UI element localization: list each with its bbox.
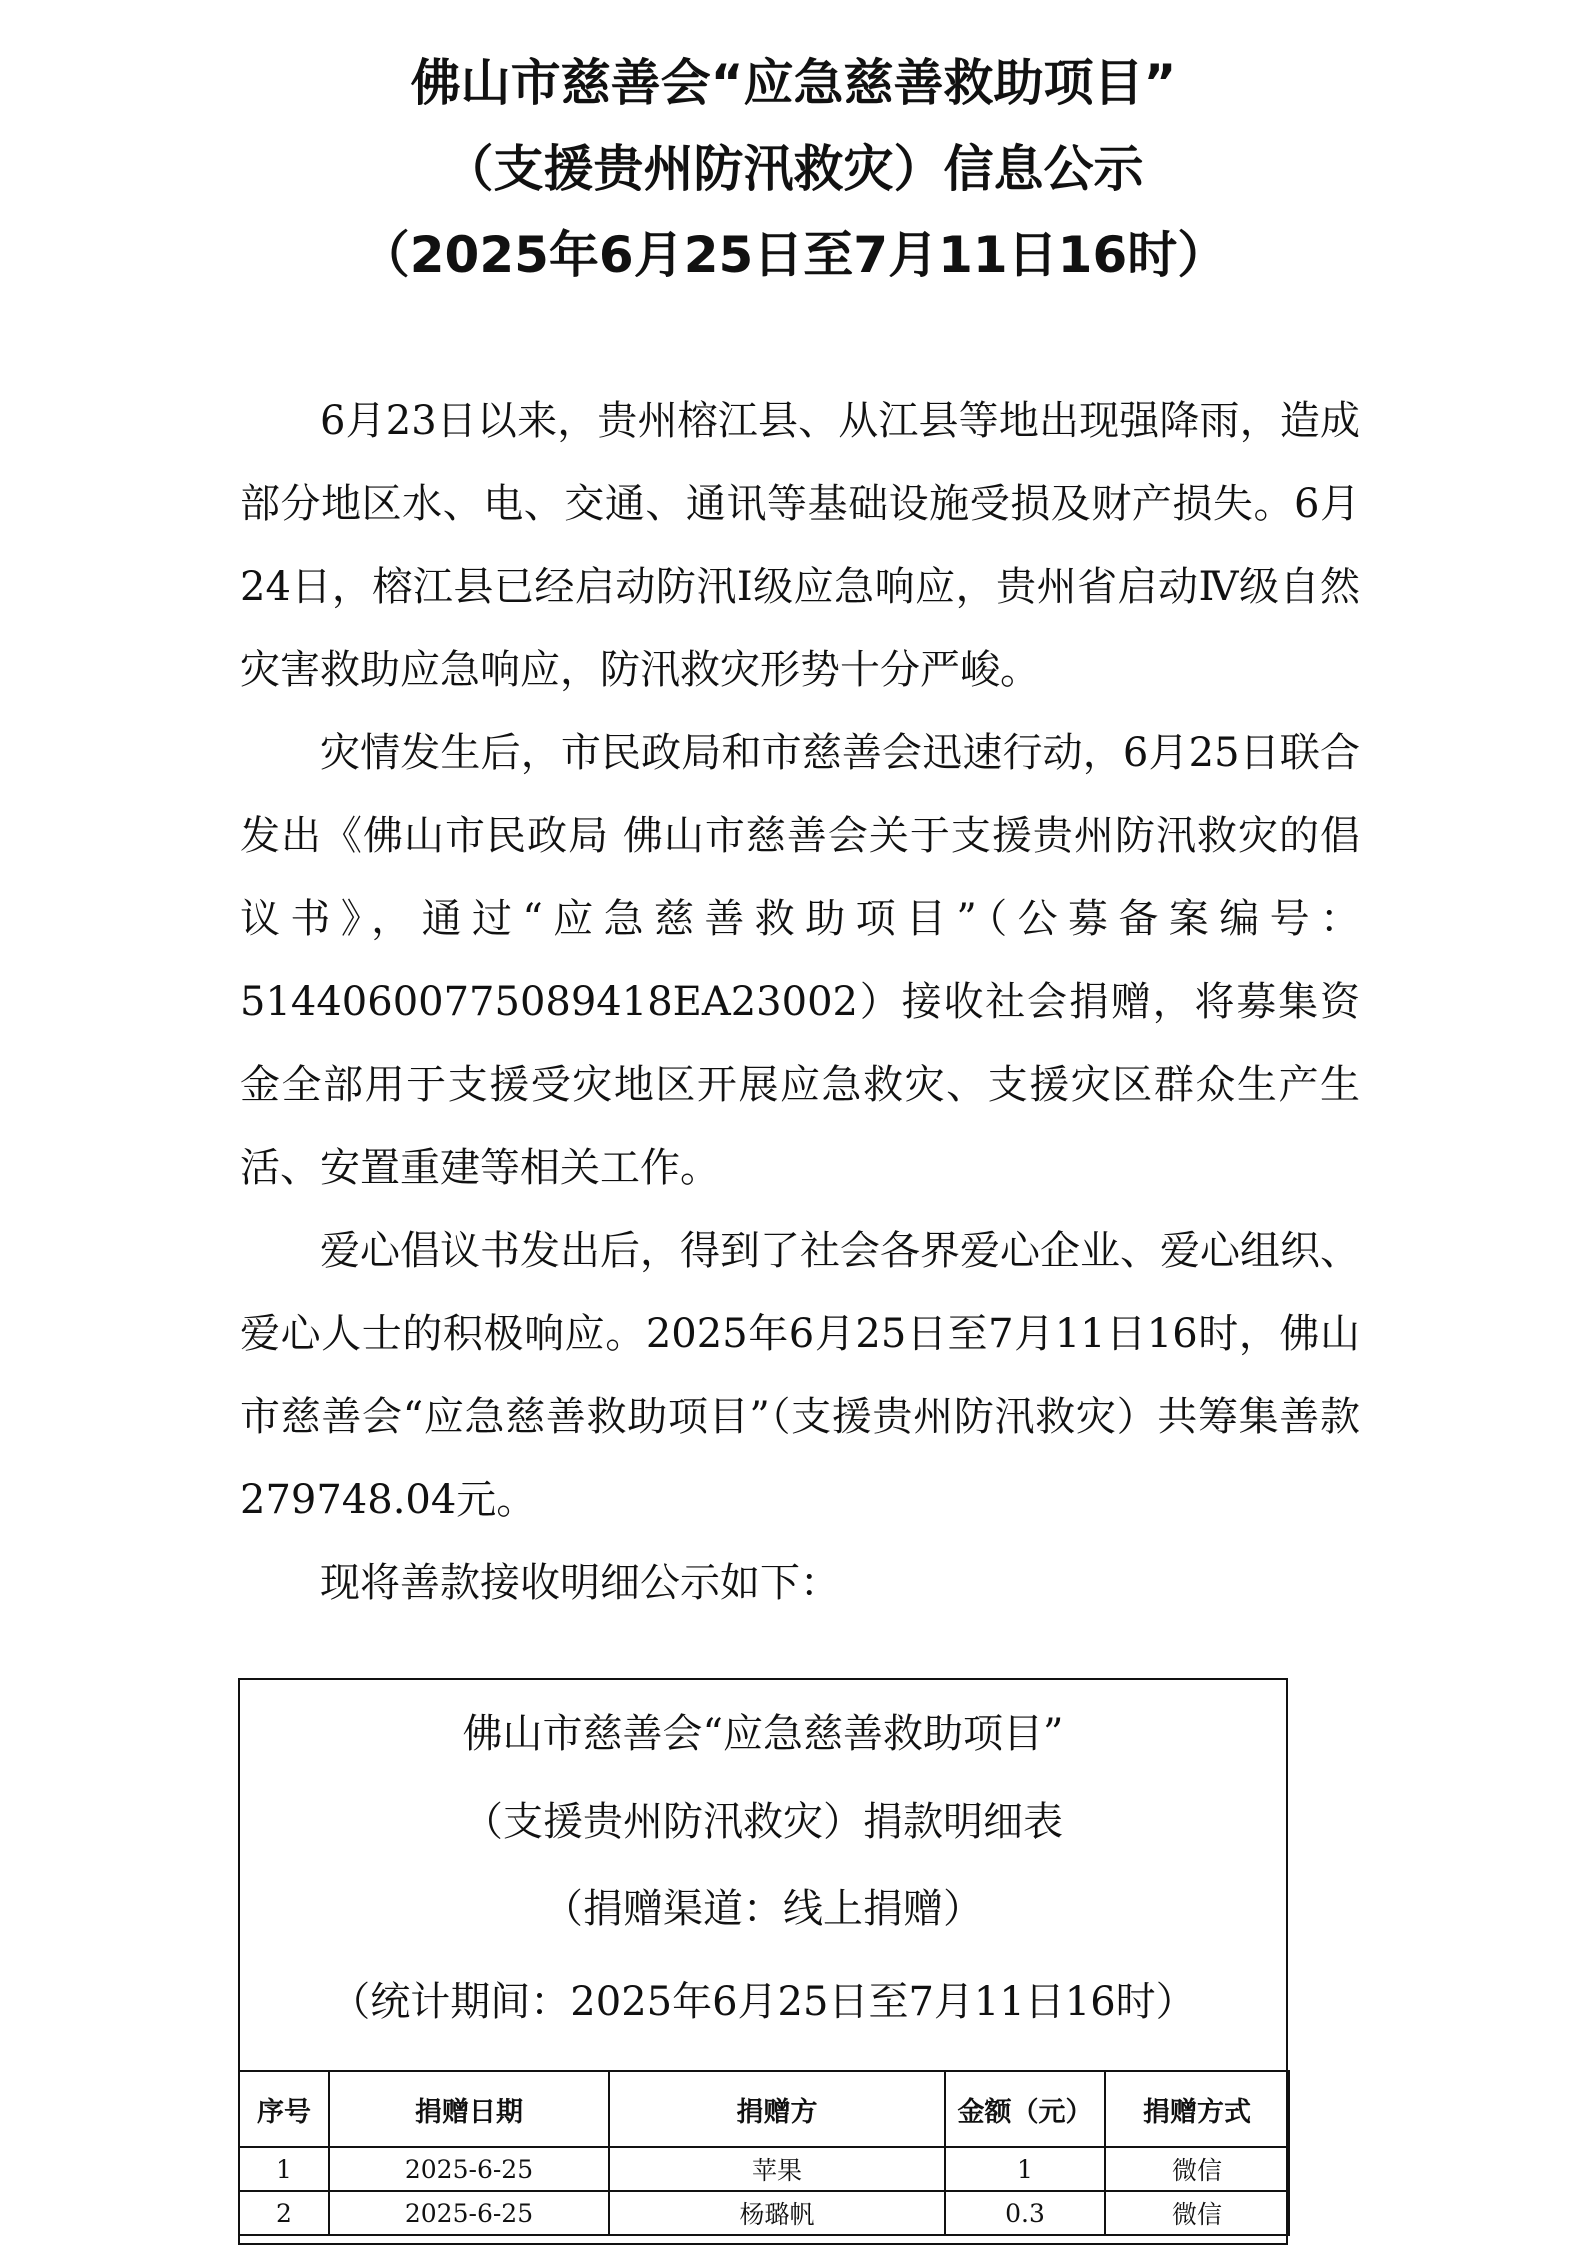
cell-index: 2 (239, 2191, 329, 2235)
cell-amount: 0.3 (945, 2191, 1105, 2235)
notice-body (240, 380, 1360, 1625)
column-header-date: 捐赠日期 (329, 2071, 609, 2147)
title-line-1: 佛山市慈善会“应急慈善救助项目” (410, 54, 1177, 112)
table-heading-line-1: 佛山市慈善会“应急慈善救助项目” (462, 1711, 1064, 1757)
donations-table (238, 2070, 1290, 2236)
cell-date: 2025-6-25 (329, 2191, 609, 2235)
cell-date: 2025-6-25 (329, 2147, 609, 2191)
table-row (239, 2147, 1289, 2191)
table-heading-line-2: （支援贵州防汛救灾）捐款明细表 (463, 1799, 1063, 1845)
paragraph-fundraising-total: 爱心倡议书发出后，得到了社会各界爱心企业、爱心组织、爱心人士的积极响应。2025年6月25日至7月11日16时，佛山市慈善会“应急慈善救助项目”（支援贵州防汛救灾）共筹集善款279748.04元。 (240, 1228, 1360, 1523)
table-heading-line-3: （捐赠渠道：线上捐赠） (543, 1886, 983, 1932)
cell-method: 微信 (1105, 2191, 1289, 2235)
cell-amount: 1 (945, 2147, 1105, 2191)
column-header-index: 序号 (239, 2071, 329, 2147)
notice-title (0, 40, 1587, 298)
cell-donor: 苹果 (609, 2147, 945, 2191)
paragraph-detail-intro: 现将善款接收明细公示如下： (320, 1560, 840, 1606)
paragraph-response-action: 灾情发生后，市民政局和市慈善会迅速行动，6月25日联合发出《佛山市民政局 佛山市慈善会关于支援贵州防汛救灾的倡议书》，通过“应急慈善救助项目”（公募备案编号：51440600775089418EA23002）接收社会捐赠，将募集资金全部用于支援受灾地区开展应急救灾、支援灾区群众生产生活、安置重建等相关工作。 (240, 730, 1360, 1191)
cell-donor: 杨璐帆 (609, 2191, 945, 2235)
cell-index: 1 (239, 2147, 329, 2191)
paragraph-disaster-situation: 6月23日以来，贵州榕江县、从江县等地出现强降雨，造成部分地区水、电、交通、通讯等基础设施受损及财产损失。6月24日，榕江县已经启动防汛Ⅰ级应急响应，贵州省启动Ⅳ级自然灾害救助应急响应，防汛救灾形势十分严峻。 (240, 398, 1360, 693)
table-row (239, 2191, 1289, 2235)
title-line-3: （2025年6月25日至7月11日16时） (359, 226, 1228, 284)
column-header-amount: 金额（元） (945, 2071, 1105, 2147)
table-heading-line-4: （统计期间：2025年6月25日至7月11日16时） (330, 1979, 1196, 2025)
column-header-donor: 捐赠方 (609, 2071, 945, 2147)
column-header-method: 捐赠方式 (1105, 2071, 1289, 2147)
table-header-row (239, 2071, 1289, 2147)
donation-detail-table (238, 1678, 1288, 2245)
table-heading (240, 1680, 1286, 2070)
cell-method: 微信 (1105, 2147, 1289, 2191)
title-line-2: （支援贵州防汛救灾）信息公示 (443, 140, 1144, 198)
